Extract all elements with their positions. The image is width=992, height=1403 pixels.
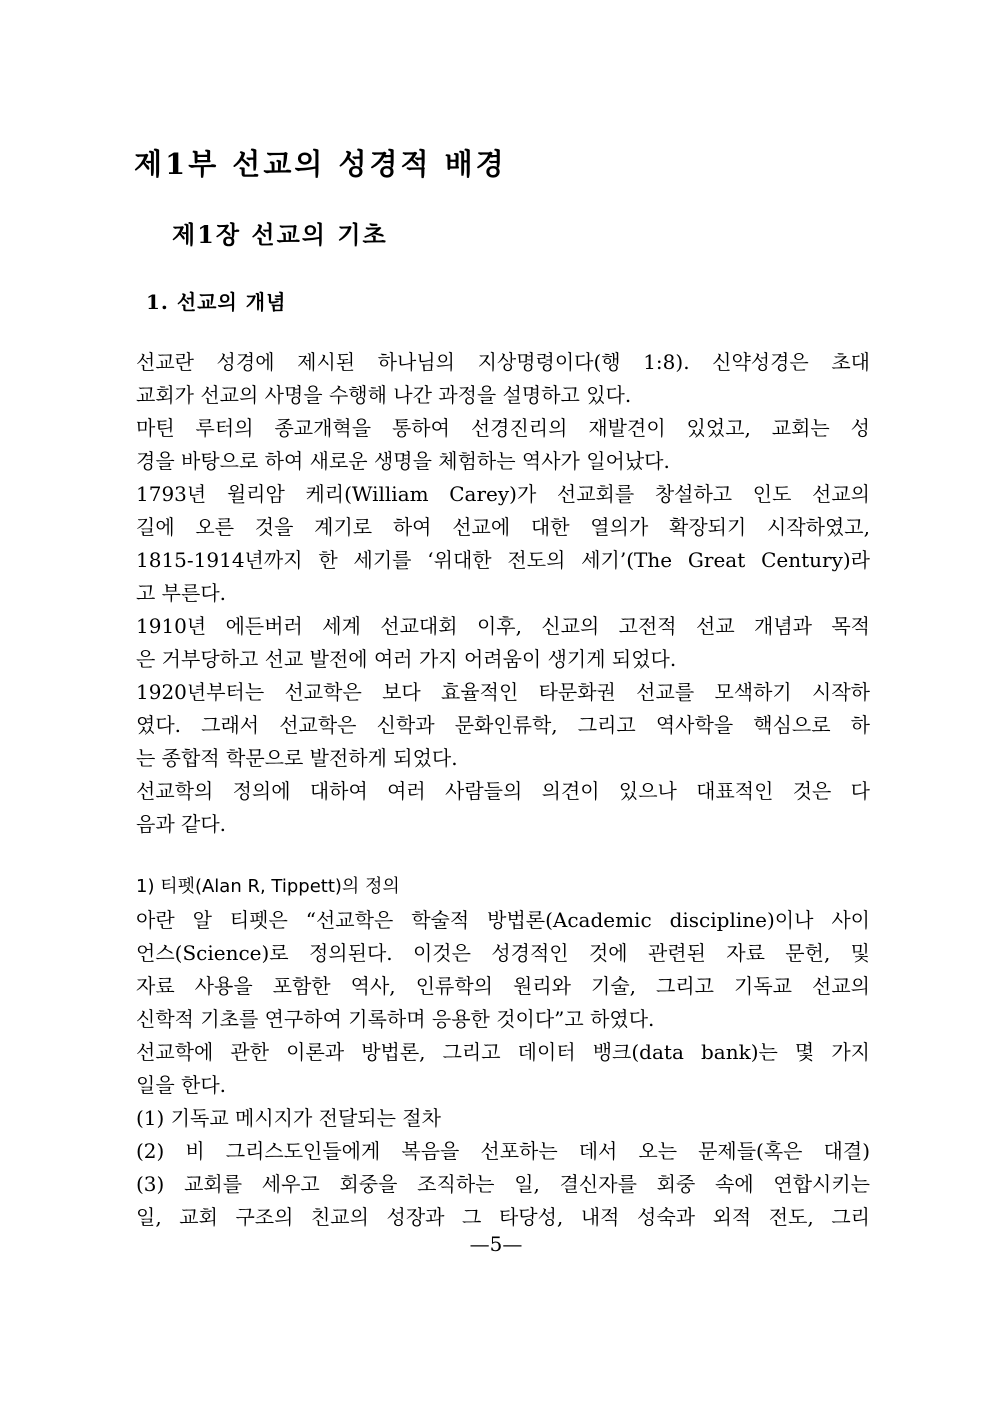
body-line: 는 종합적 학문으로 발전하게 되었다. — [136, 746, 458, 770]
body-line: 고 부른다. — [136, 581, 226, 605]
body-line: 1815-1914년까지 한 세기를 ‘위대한 전도의 세기’(The Great Century)라 — [136, 548, 870, 572]
body-line: 1910년 에든버러 세계 선교대회 이후, 신교의 고전적 선교 개념과 목적 — [136, 614, 870, 638]
body-line: 선교란 성경에 제시된 하나님의 지상명령이다(행 1:8). 신약성경은 초대 — [136, 350, 870, 374]
page-number: —5— — [469, 1232, 523, 1256]
body-line: 아란 알 티펫은 “선교학은 학술적 방법론(Academic discipline)이나 사이 — [136, 908, 870, 932]
body-line: 일을 한다. — [136, 1073, 226, 1097]
body-line: 신학적 기초를 연구하여 기록하며 응용한 것이다”고 하였다. — [136, 1007, 655, 1031]
body-line: 언스(Science)로 정의된다. 이것은 성경적인 것에 관련된 자료 문헌, 및 — [136, 941, 870, 965]
body-line: 자료 사용을 포함한 역사, 인류학의 원리와 기술, 그리고 기독교 선교의 — [136, 974, 870, 998]
body-line: 1920년부터는 선교학은 보다 효율적인 타문화권 선교를 모색하기 시작하 — [136, 680, 870, 704]
body-line: 음과 같다. — [136, 812, 226, 836]
body-line: 교회가 선교의 사명을 수행해 나간 과정을 설명하고 있다. — [136, 383, 632, 407]
section-title: 1. 선교의 개념 — [146, 290, 287, 314]
body-line: 선교학의 정의에 대하여 여러 사람들의 의견이 있으나 대표적인 것은 다 — [136, 779, 870, 803]
body-line: 1793년 윌리암 케리(William Carey)가 선교회를 창설하고 인도 선교의 — [136, 482, 870, 506]
body-line: 였다. 그래서 선교학은 신학과 문화인류학, 그리고 역사학을 핵심으로 하 — [136, 713, 870, 737]
body-line: 선교학에 관한 이론과 방법론, 그리고 데이터 뱅크(data bank)는 몇 가지 — [136, 1040, 870, 1064]
part-title: 제1부 선교의 성경적 배경 — [134, 147, 507, 181]
body-line: 길에 오른 것을 계기로 하여 선교에 대한 열의가 확장되기 시작하였고, — [136, 515, 870, 539]
chapter-title: 제1장 선교의 기초 — [172, 220, 388, 249]
list-item: (2) 비 그리스도인들에게 복음을 선포하는 데서 오는 문제들(혹은 대결) — [136, 1139, 870, 1163]
body-line: 일, 교회 구조의 친교의 성장과 그 타당성, 내적 성숙과 외적 전도, 그리 — [136, 1205, 870, 1229]
list-item: (3) 교회를 세우고 회중을 조직하는 일, 결신자를 회중 속에 연합시키는 — [136, 1172, 870, 1196]
body-line: 경을 바탕으로 하여 새로운 생명을 체험하는 역사가 일어났다. — [136, 449, 670, 473]
body-line: 은 거부당하고 선교 발전에 여러 가지 어려움이 생기게 되었다. — [136, 647, 677, 671]
body-line: 마틴 루터의 종교개혁을 통하여 선경진리의 재발견이 있었고, 교회는 성 — [136, 416, 870, 440]
list-item: (1) 기독교 메시지가 전달되는 절차 — [136, 1106, 441, 1130]
subsection-title: 1) 티펫(Alan R, Tippett)의 정의 — [136, 876, 400, 897]
